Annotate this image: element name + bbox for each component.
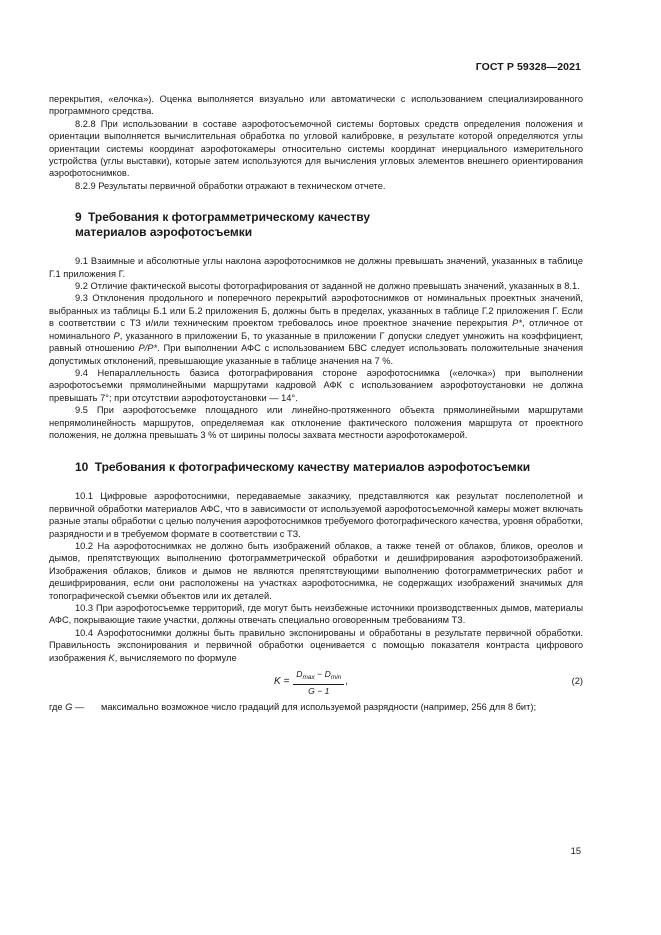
paragraph-8-2-9: 8.2.9 Результаты первичной обработки отражают в техническом отчете. [75, 180, 386, 191]
formula-numerator [293, 669, 344, 685]
paragraph-9-3-part-b: , отличное от номинального [49, 318, 583, 341]
paragraph-9-3 [49, 292, 583, 366]
formula-sub-max: max [302, 674, 315, 682]
document-code-header: ГОСТ Р 59328—2021 [475, 61, 581, 73]
where-variable-g: G [65, 702, 73, 713]
paragraph-9-5: 9.5 При аэрофотосъемке площадного или линейно-протяженного объекта прямолинейными маршрутами непрямолинейность маршрутов, определяемая как отклонение фактического положения маршрута от проектного положения, не должна превышать 3 % от ширины полосы захвата местности аэрофотокамерой. [49, 405, 583, 440]
formula-expression [274, 669, 348, 696]
variable-p-star: P* [512, 318, 522, 329]
contrast-formula [49, 667, 583, 697]
paragraph-10-2: 10.2 На аэрофотоснимках не должно быть изображений облаков, а также теней от облаков, бликов, ореолов и дымов, препятствующих выполнению фотограмметрической обработки и дешифрирования аэрофотоизображений. Изображения облаков, бликов и дымов не являются препятствующими выполнению фотограмметрических работ и дешифрирования, если они расположены на участках аэрофотоснимка, не содержащих изображений значимых для топографической съемки объектов или их деталей. [49, 540, 583, 601]
section-9-heading [75, 210, 583, 240]
formula-d-max: D [296, 669, 303, 680]
paragraph-9-4: 9.4 Непараллельность базиса фотографирования стороне аэрофотоснимка («елочка») при выполнении аэрофотосъемки прямолинейными маршрутами кадровой АФК с использованием аэрофотоустановки не должна превышать 7°; при отсутствии аэрофотоустановки — 14°. [49, 367, 583, 403]
where-prefix: где [49, 702, 66, 713]
where-key [49, 701, 101, 713]
formula-fraction [293, 669, 344, 696]
paragraph-10-1: 10.1 Цифровые аэрофотоснимки, передаваемые заказчику, представляются как результат послеполетной и первичной обработки материалов АФС, что в зависимости от используемой аэрофотосъемочной камеры может включать разные этапы обработки с целью получения аэрофотоснимков требуемого фотографического качества, уровня обработки, разрядности и в требуемом формате в соответствии с ТЗ. [49, 491, 583, 539]
paragraph-10-3: 10.3 При аэрофотосъемке территорий, где могут быть неизбежные источники производственных дымов, материалы АФС, покрывающие такие участки, должны отвечать специально оговоренным требованиям ТЗ. [49, 603, 583, 626]
variable-p-ratio: P/P* [138, 343, 158, 354]
formula-minus: − [314, 669, 325, 680]
section-9-title-line2: материалов аэрофотосъемки [75, 225, 253, 240]
where-dash: — [72, 702, 85, 713]
paragraph-9-1: 9.1 Взаимные и абсолютные углы наклона аэрофотоснимков не должны превышать значений, указанных в таблице Г.1 приложения Г. [49, 256, 583, 279]
section-9-title-line1: Требования к фотограмметрическому качеству [88, 210, 371, 225]
where-text: максимально возможное число градаций для используемой разрядности (например, 256 для 8 бит); [101, 702, 537, 713]
formula-d-min: D [324, 669, 331, 680]
paragraph-9-2: 9.2 Отличие фактической высоты фотографирования от заданной не должно превышать значений, указанных в 8.1. [75, 281, 580, 292]
formula-comma: , [345, 676, 349, 688]
equation-number: (2) [571, 676, 583, 687]
paragraph-8-2-8: 8.2.8 При использовании в составе аэрофотосъемочной системы бортовых средств определения положения и ориентации выполняется вычислительная обработка по угловой калибровке, в результате которой определяются углы ориентации системы координат аэрофотокамеры относительно системы координат инерциального измерительного устройства (углы выставки), которые затем используются для вычисления угловых элементов внешнего ориентирования аэрофотоснимков. [49, 118, 583, 179]
where-definition [49, 701, 583, 713]
paragraph-9-3-part-d: . При выполнении АФС с использованием БВС следует использовать положительные значения допустимых отклонений, превышающие указанные в таблице значения на 7 %. [49, 343, 583, 366]
variable-k: K [108, 652, 115, 663]
section-10-title: Требования к фотографическому качеству материалов аэрофотосъемки [94, 460, 531, 475]
paragraph-9-3-part-c: , указанного в приложении Б, то указанные в приложении Г допуски следует умножить на коэффициент, равный отношению [49, 330, 583, 354]
paragraph-10-4-part-b: , вычисляемого по формуле [114, 652, 237, 663]
section-10-heading [75, 460, 583, 475]
section-9-number: 9 [75, 210, 82, 225]
formula-lhs: K = [274, 676, 290, 688]
document-body [49, 93, 583, 713]
paragraph-9-3-part-a: 9.3 Отклонения продольного и поперечного перекрытий аэрофотоснимков от номинальных проектных значений, выбранных из таблицы Б.1 или Б.2 приложения Б, должны быть в пределах, указанных в таблице Г.2 приложения Г. Если в соответствии с ТЗ и/или техническим проектом требовалось иное проектное значение перекрытия [49, 293, 583, 329]
paragraph-10-4-part-a: 10.4 Аэрофотоснимки должны быть правильно экспонированы и обработаны в результате первичной обработки. Правильность экспонирования и первичной обработки оценивается с помощью показателя контраста цифрового изображения [49, 627, 583, 663]
page-number: 15 [570, 846, 581, 856]
variable-p: P [113, 330, 120, 341]
formula-sub-min: min [330, 674, 342, 682]
section-10-number: 10 [75, 460, 89, 475]
paragraph-continuation: перекрытия, «елочка»). Оценка выполняется визуально или автоматически с использованием специализированного программного средства. [49, 94, 583, 117]
paragraph-10-4 [49, 627, 583, 664]
formula-denominator: G − 1 [308, 686, 330, 697]
